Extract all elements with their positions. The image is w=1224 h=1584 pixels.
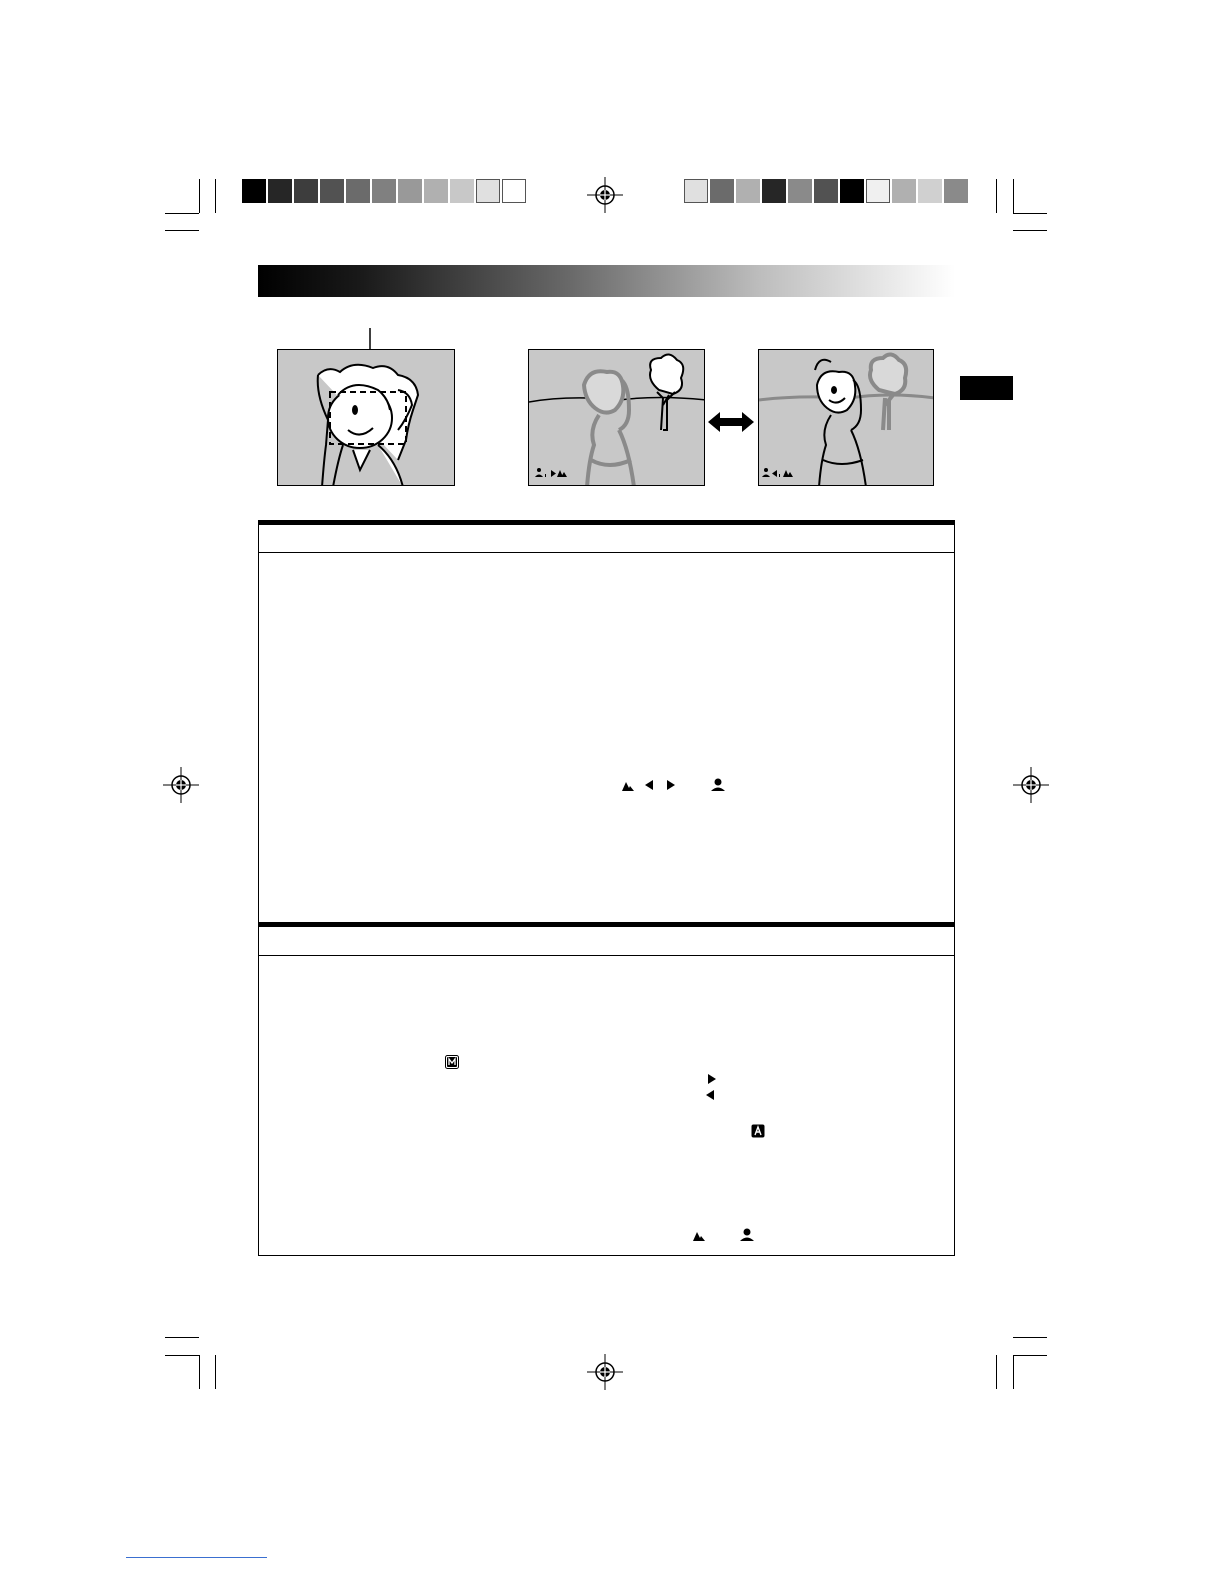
person-icon xyxy=(711,778,725,791)
registration-mark-right xyxy=(1013,767,1049,803)
crop-mark-bottom-right-v1 xyxy=(996,1355,997,1389)
section-box-1-title-rule xyxy=(259,552,954,553)
bar-right-swatch xyxy=(918,179,942,203)
arrow-right-icon xyxy=(707,1073,717,1085)
bar-left-swatch xyxy=(398,179,422,203)
crop-mark-top-right-v1 xyxy=(996,179,997,213)
bar-right-swatch xyxy=(684,179,708,203)
bar-left-swatch xyxy=(372,179,396,203)
bar-left-swatch xyxy=(476,179,500,203)
bar-right-swatch xyxy=(814,179,838,203)
bar-right-swatch xyxy=(736,179,760,203)
auto-a-icon xyxy=(751,1124,765,1138)
arrow-right-icon xyxy=(666,779,676,791)
person-icon xyxy=(740,1228,754,1241)
crop-mark-top-right-h2 xyxy=(1013,230,1047,231)
bar-left-swatch xyxy=(320,179,344,203)
focus-indicator-far xyxy=(535,468,567,477)
registration-mark-top xyxy=(587,177,623,213)
section-header-bar xyxy=(258,265,955,297)
bar-right-swatch xyxy=(944,179,968,203)
crop-mark-top-right-h xyxy=(1013,213,1047,214)
crop-mark-bottom-right-v2 xyxy=(1013,1355,1014,1389)
registration-mark-left xyxy=(163,767,199,803)
crop-mark-bottom-left-v1 xyxy=(199,1355,200,1389)
crop-mark-bottom-right-h2 xyxy=(1013,1355,1047,1356)
arrow-left-icon xyxy=(644,779,654,791)
section-box-2 xyxy=(258,922,955,1256)
arrow-left-icon xyxy=(705,1089,715,1101)
bar-left-swatch xyxy=(502,179,526,203)
focus-near-illustration xyxy=(758,349,934,486)
section-box-2-top-rule xyxy=(259,923,954,927)
focus-far-illustration xyxy=(528,349,705,486)
bar-right-swatch xyxy=(866,179,890,203)
bar-right-swatch xyxy=(840,179,864,203)
double-arrow-icon xyxy=(708,411,754,433)
section-box-1 xyxy=(258,520,955,924)
focus-indicator-near xyxy=(762,468,793,477)
crop-mark-top-right-v2 xyxy=(1013,179,1014,213)
bar-right-swatch xyxy=(710,179,734,203)
crop-mark-bottom-left-h xyxy=(165,1337,199,1338)
registration-mark-bottom xyxy=(587,1354,623,1390)
mountain-icon xyxy=(693,1229,705,1241)
crop-mark-top-left-h2 xyxy=(165,230,199,231)
crop-mark-bottom-left-h2 xyxy=(165,1355,199,1356)
section-box-2-title-rule xyxy=(259,955,954,956)
bar-left-swatch xyxy=(242,179,266,203)
side-language-tab xyxy=(960,376,1013,400)
bar-left-swatch xyxy=(450,179,474,203)
crop-mark-bottom-left-v2 xyxy=(215,1355,216,1389)
crop-mark-top-left-v1 xyxy=(199,179,200,213)
bar-left-swatch xyxy=(268,179,292,203)
manual-m-icon xyxy=(445,1055,459,1069)
focus-area-illustration xyxy=(277,349,455,486)
mountain-icon xyxy=(622,779,634,791)
bar-right-swatch xyxy=(788,179,812,203)
bar-right-swatch xyxy=(762,179,786,203)
crop-mark-bottom-right-h xyxy=(1013,1337,1047,1338)
bar-left-swatch xyxy=(294,179,318,203)
section-box-1-top-rule xyxy=(259,521,954,525)
bar-right-swatch xyxy=(892,179,916,203)
bottom-rule xyxy=(126,1557,267,1558)
crop-mark-top-left-v2 xyxy=(215,179,216,213)
bar-left-swatch xyxy=(424,179,448,203)
bar-left-swatch xyxy=(346,179,370,203)
crop-mark-top-left-h xyxy=(165,213,199,214)
